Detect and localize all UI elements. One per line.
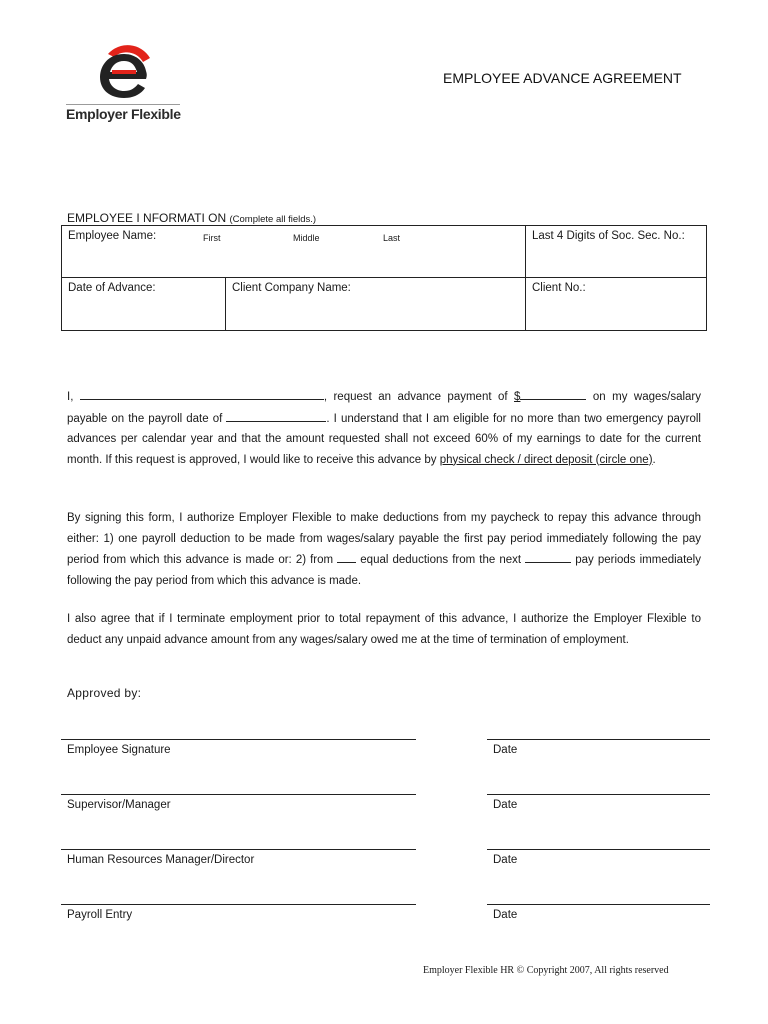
deduction-count-blank[interactable]: [337, 549, 356, 563]
payroll-date-blank[interactable]: [226, 408, 326, 422]
p3: I also agree that if I terminate employment prior to total repayment of this advance, I authorize the Employer Flexible to deduct any unpaid advance amount from any wages/salary owed me at the time of termination of employment.: [67, 613, 701, 646]
approved-by-heading: Approved by:: [67, 686, 142, 700]
amount-blank[interactable]: [520, 386, 586, 400]
document-title: EMPLOYEE ADVANCE AGREEMENT: [443, 70, 682, 86]
company-logo: [66, 40, 186, 124]
employee-info-table: [61, 225, 707, 331]
hr-date-label: Date: [493, 854, 518, 866]
logo-wordmark: Employer Flexible: [66, 106, 181, 122]
pay-period-count-blank[interactable]: [525, 549, 571, 563]
ssn-label: Last 4 Digits of Soc. Sec. No.:: [532, 230, 685, 242]
p1-b: on my wages/salary payable on the payroll date of: [67, 391, 702, 425]
date-of-advance-label: Date of Advance:: [68, 282, 156, 294]
supervisor-label: Supervisor/Manager: [67, 799, 171, 811]
client-number-field[interactable]: [526, 278, 706, 330]
employee-signature-date-line[interactable]: [487, 739, 710, 740]
first-name-label: First: [203, 233, 221, 243]
p1-c: . I understand that I am eligible for no more than two emergency payroll advances per calendar year and that the amount requested shall not exceed 60% of my earnings to date for the current month. If this request is approved, I would like to receive this advance by: [67, 412, 701, 466]
date-of-advance-field[interactable]: [62, 278, 225, 330]
employee-signature-label: Employee Signature: [67, 744, 171, 756]
p1-i: I,: [67, 391, 74, 403]
supervisor-date-label: Date: [493, 799, 518, 811]
payroll-entry-line[interactable]: [61, 904, 416, 905]
p2-a: By signing this form, I authorize Employer Flexible to make deductions from my paycheck to repay this advance through either: 1) one payroll deduction to be made from wages/salary payable the first pay period immediately following the pay period from which this advance is made or: 2) from: [67, 512, 701, 566]
payroll-entry-label: Payroll Entry: [67, 909, 133, 921]
p1-end: .: [652, 453, 656, 466]
logo-divider: [66, 104, 180, 105]
employer-flexible-logo-icon: [94, 40, 154, 102]
middle-name-label: Middle: [293, 233, 320, 243]
employee-name-label: Employee Name:: [68, 230, 157, 242]
employee-name-blank[interactable]: [80, 386, 324, 400]
payroll-entry-date-line[interactable]: [487, 904, 710, 905]
hr-signature-line[interactable]: [61, 849, 416, 850]
payroll-entry-date-label: Date: [493, 909, 518, 921]
ssn-field[interactable]: [526, 226, 706, 277]
employee-info-note: (Complete all fields.): [229, 214, 317, 225]
client-company-label: Client Company Name:: [232, 282, 351, 294]
supervisor-signature-line[interactable]: [61, 794, 416, 795]
client-company-field[interactable]: [226, 278, 525, 330]
payment-method-options[interactable]: physical check / direct deposit (circle one): [439, 453, 653, 466]
p2-c: pay periods immediately following the pay period from which this advance is made.: [67, 554, 701, 587]
hr-label: Human Resources Manager/Director: [67, 854, 255, 866]
employee-signature-line[interactable]: [61, 739, 416, 740]
supervisor-date-line[interactable]: [487, 794, 710, 795]
p2-b: equal deductions from the next: [360, 554, 522, 566]
employee-info-heading-text: EMPLOYEE I NFORMATI ON: [67, 211, 227, 225]
employee-name-field[interactable]: [62, 226, 525, 277]
employee-signature-date-label: Date: [493, 744, 518, 756]
last-name-label: Last: [383, 233, 401, 243]
p1-a: , request an advance payment of: [323, 391, 508, 403]
client-number-label: Client No.:: [532, 282, 586, 294]
hr-date-line[interactable]: [487, 849, 710, 850]
dollar-sign: $: [514, 391, 521, 403]
employee-info-heading: [67, 211, 316, 225]
deduction-authorization-paragraph: [67, 508, 701, 591]
termination-paragraph: [67, 609, 701, 650]
advance-request-paragraph: [67, 386, 701, 470]
copyright-footer: Employer Flexible HR © Copyright 2007, All rights reserved: [423, 965, 669, 976]
